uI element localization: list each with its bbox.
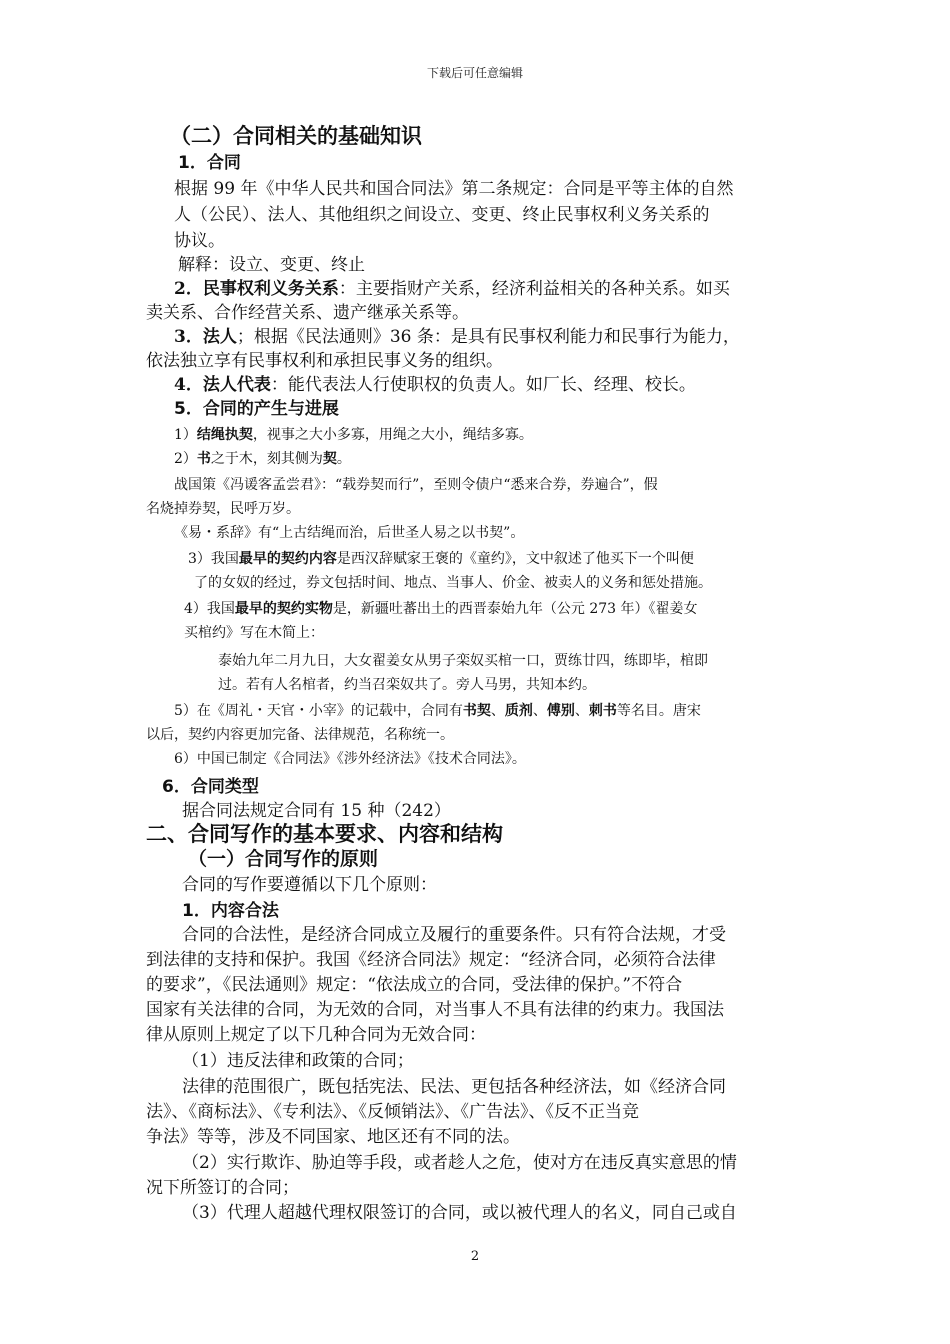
term-definition: ：能代表法人行使职权的负责人。如厂长、经理、校长。 [270, 375, 696, 395]
subheading: 6．合同类型 [162, 777, 259, 797]
paragraph-line: 况下所签订的合同； [146, 1178, 299, 1198]
quote-line: 过。若有人名棺者，约当召栾奴共了。旁人马男，共知本约。 [218, 677, 596, 693]
paragraph-line: 了的女奴的经过，券文包括时间、地点、当事人、价金、被卖人的义务和惩处措施。 [194, 575, 712, 591]
page-header: 下载后可任意编辑 [426, 66, 523, 80]
paragraph-line: 国家有关法律的合同，为无效的合同，对当事人不具有法律的约束力。我国法 [146, 1000, 724, 1020]
term-definition: ；根据《民法通则》36 条：是具有民事权利能力和民事行为能力， [236, 327, 740, 347]
list-item: 1）结绳执契，视事之大小多寡，用绳之大小，绳结多寡。 [174, 427, 533, 443]
paragraph-line: 卖关系、合作经营关系、遗产继承关系等。 [146, 303, 469, 323]
subheading: 1．合同 [178, 153, 241, 173]
paragraph-line: 协议。 [174, 231, 225, 251]
list-item: （2）实行欺诈、胁迫等手段，或者趁人之危，使对方在违反真实意思的情 [182, 1153, 737, 1173]
list-item: 2）书之于木，刻其侧为契。 [174, 451, 351, 467]
paragraph-line: 的要求”，《民法通则》规定：“依法成立的合同，受法律的保护。”不符合 [146, 975, 683, 995]
term-label: 2．民事权利义务关系 [174, 279, 339, 299]
paragraph-line: 律从原则上规定了以下几种合同为无效合同： [146, 1025, 486, 1045]
list-item: 6）中国已制定《合同法》《涉外经济法》《技术合同法》。 [174, 751, 526, 767]
paragraph-line: 依法独立享有民事权利和承担民事义务的组织。 [146, 351, 503, 371]
paragraph-line: 买棺约》写在木简上： [184, 625, 324, 641]
term-label: 3．法人 [174, 327, 237, 347]
paragraph-line: 解释：设立、变更、终止 [178, 255, 365, 275]
paragraph-line: 名烧掉券契，民呼万岁。 [146, 501, 300, 517]
page-number: 2 [470, 1249, 480, 1264]
paragraph-line: 法律的范围很广，既包括宪法、民法、更包括各种经济法，如《经济合同 [182, 1077, 726, 1097]
subheading: 5．合同的产生与进展 [174, 399, 339, 419]
paragraph-line: 《易・系辞》有“上古结绳而治，后世圣人易之以书契”。 [174, 525, 525, 541]
paragraph-line [174, 276, 730, 302]
list-item: （3）代理人超越代理权限签订的合同，或以被代理人的名义，同自己或自 [182, 1203, 737, 1223]
section-heading: （二）合同相关的基础知识 [170, 124, 422, 148]
list-item: 4）我国最早的契约实物是，新疆吐蕃出土的西晋泰始九年（公元 273 年）《翟姜女 [184, 601, 698, 617]
list-item: 5）在《周礼・天官・小宰》的记载中，合同有书契、质剂、傅别、刺书等名目。唐宋 [174, 703, 701, 719]
chapter-heading: 二、合同写作的基本要求、内容和结构 [146, 822, 503, 846]
paragraph-line: 战国策《冯谖客孟尝君》：“载券契而行”，至则令债户“悉来合券，券遍合”，假 [174, 477, 658, 493]
quote-line: 泰始九年二月九日，大女翟姜女从男子栾奴买棺一口，贾练廿四，练即毕，棺即 [218, 653, 708, 669]
paragraph-line: 法》、《商标法》、《专利法》、《反倾销法》、《广告法》、《反不正当竞 [146, 1102, 639, 1122]
paragraph-line: 争法》等等，涉及不同国家、地区还有不同的法。 [146, 1127, 520, 1147]
paragraph-line: 根据 99 年《中华人民共和国合同法》第二条规定：合同是平等主体的自然 [174, 179, 734, 199]
paragraph-line: 据合同法规定合同有 15 种（242） [182, 801, 451, 821]
paragraph-line: 人（公民）、法人、其他组织之间设立、变更、终止民事权利义务关系的 [174, 205, 710, 225]
term-label: 4．法人代表 [174, 375, 271, 395]
paragraph-line: 合同的写作要遵循以下几个原则： [182, 875, 437, 895]
paragraph-line: 合同的合法性，是经济合同成立及履行的重要条件。只有符合法规，才受 [182, 925, 726, 945]
paragraph-line [174, 372, 696, 398]
list-item: （1）违反法律和政策的合同； [182, 1051, 414, 1071]
term-definition: ：主要指财产关系，经济利益相关的各种关系。如买 [338, 279, 730, 299]
list-item: 3）我国最早的契约内容是西汉辞赋家王褒的《童约》，文中叙述了他买下一个叫便 [188, 551, 694, 567]
paragraph-line: 到法律的支持和保护。我国《经济合同法》规定：“经济合同，必须符合法律 [146, 950, 716, 970]
subheading: 1．内容合法 [182, 901, 279, 921]
section-heading: （一）合同写作的原则 [188, 848, 379, 870]
paragraph-line: 以后，契约内容更加完备、法律规范，名称统一。 [146, 727, 454, 743]
paragraph-line [174, 324, 740, 350]
